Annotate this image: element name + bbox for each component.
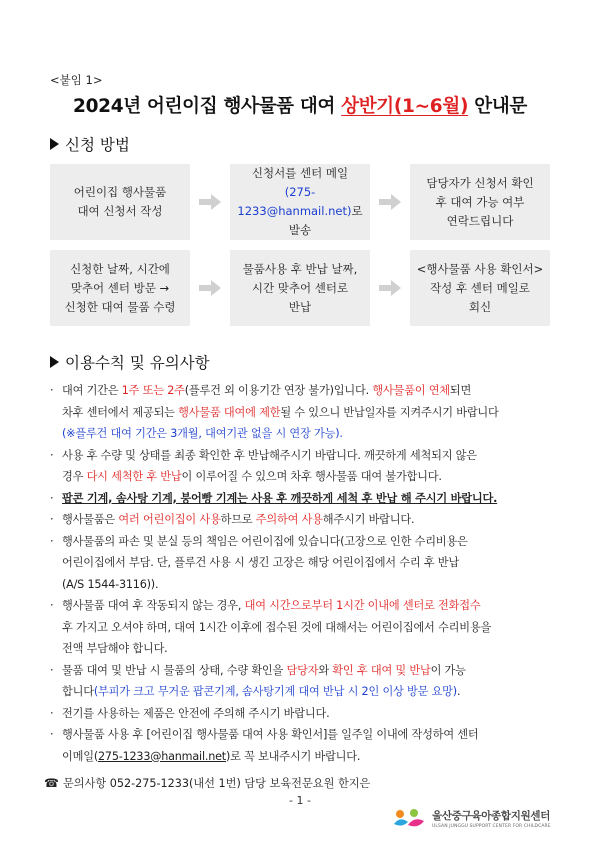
rule-item-7 xyxy=(50,660,560,703)
section-heading-text: 이용수칙 및 유의사항 xyxy=(65,354,210,372)
rule-line xyxy=(62,402,560,424)
rule-line: 전액 부담해야 합니다. xyxy=(62,642,168,655)
center-logo xyxy=(392,806,551,830)
rule-span: 행사물품 대여 후 작동되지 않는 경우, xyxy=(62,599,245,612)
rule-span-red: 1주 또는 2주 xyxy=(121,384,185,397)
section-heading-text: 신청 방법 xyxy=(65,136,130,154)
bullet-dot: · xyxy=(50,534,54,548)
rule-text xyxy=(62,595,560,660)
rule-text xyxy=(62,509,560,531)
triangle-bullet-icon xyxy=(50,138,59,150)
flow-step-line: 반납 xyxy=(288,299,312,314)
rule-text xyxy=(62,445,560,488)
flow-step-line: 어린이집 행사물품 xyxy=(73,185,167,199)
rule-text-emphasis: 팝콘 기계, 솜사탕 기계, 붕어빵 기계는 사용 후 깨끗하게 세척 후 반납 해 주시기 바랍니다. xyxy=(62,491,498,505)
rule-item-8 xyxy=(50,703,560,725)
rule-span-red: 대여 시간으로부터 1시간 이내에 센터로 전화접수 xyxy=(244,599,481,612)
rule-item-5 xyxy=(50,531,560,596)
rule-line xyxy=(62,746,560,768)
rule-span: . xyxy=(456,685,461,698)
logo-text xyxy=(432,808,551,829)
title-highlight: 상반기(1~6월) xyxy=(341,96,469,117)
page-title xyxy=(0,92,600,118)
flow-step-line: 신청한 날짜, 시간에 xyxy=(70,261,170,276)
phone-icon: ☎ xyxy=(44,776,59,790)
flow-step-line: 연락드립니다 xyxy=(446,213,514,228)
bullet-dot: · xyxy=(50,663,54,677)
flow-step-5 xyxy=(230,250,370,326)
flow-step-line: 발송 xyxy=(288,223,312,237)
flow-step-email-line xyxy=(230,183,370,221)
rule-span: 될 수 있으니 반납일자를 지켜주시기 바랍니다 xyxy=(280,405,499,419)
rule-line xyxy=(62,380,560,402)
flow-step-line: 물품사용 후 반납 날짜, xyxy=(242,261,358,276)
flow-step-6 xyxy=(410,250,550,326)
flow-step-line: 신청서를 센터 메일 xyxy=(251,166,349,180)
rule-text xyxy=(62,724,560,767)
center-logo-icon xyxy=(392,806,428,830)
bullet-dot: · xyxy=(50,599,54,612)
rule-line: 후 가지고 오셔야 하며, 대여 1시간 이후에 접수된 것에 대해서는 어린이집에서 수리비용을 xyxy=(62,620,492,634)
rule-text xyxy=(62,531,560,596)
rule-span-red: 확인 후 대여 및 반납 xyxy=(332,663,431,677)
rule-span: )로 꼭 보내주시기 바랍니다. xyxy=(225,749,361,763)
rule-item-4 xyxy=(50,509,560,531)
rule-span: 행사물품은 xyxy=(62,513,119,526)
rule-span-red: 여러 어린이집이 사용 xyxy=(118,513,221,526)
rule-span-red: 담당자 xyxy=(286,663,319,677)
attachment-label: <붙임 1> xyxy=(50,73,103,87)
flow-step-line: 담당자가 신청서 확인 xyxy=(426,175,534,190)
rule-item-3 xyxy=(50,488,560,510)
rule-span: 해주시기 바랍니다. xyxy=(322,513,415,526)
rule-span: 이 가능 xyxy=(430,663,466,677)
rule-span: 이메일( xyxy=(62,749,98,763)
rule-line-blue: (※플루건 대여 기간은 3개월, 대여기관 없을 시 연장 가능). xyxy=(62,427,343,440)
rule-span-blue: (부피가 크고 무거운 팝콘기계, 솜사탕기계 대여 반납 시 2인 이상 방문 요망) xyxy=(93,685,457,698)
bullet-dot: · xyxy=(50,706,54,720)
flow-step-line: <행사물품 사용 확인서> xyxy=(416,261,544,276)
section-heading-rules xyxy=(50,351,210,373)
rule-span: 물품 대여 및 반납 시 물품의 상태, 수량 확인을 xyxy=(62,663,287,677)
flow-step-line: 신청한 대여 물품 수령 xyxy=(64,299,176,314)
page-number: - 1 - xyxy=(289,794,311,807)
rule-text xyxy=(62,380,560,445)
rule-line xyxy=(62,660,560,682)
rule-span: 되면 xyxy=(449,384,472,397)
logo-name-en: ULSAN JUNGGU SUPPORT CENTER FOR CHILDCARE xyxy=(432,823,551,829)
bullet-dot: · xyxy=(50,728,54,741)
title-suffix: 안내문 xyxy=(468,96,527,117)
flow-row-2 xyxy=(50,250,550,326)
rule-span: 하므로 xyxy=(220,513,256,526)
center-email-link-2[interactable]: 275-1233@hanmail.net xyxy=(98,749,226,763)
rule-line: 사용 후 수량 및 상태를 최종 확인한 후 반납해주시기 바랍니다. 깨끗하게 세척되지 않은 xyxy=(62,448,477,462)
center-email-link[interactable]: (275-1233@hanmail.net) xyxy=(237,185,352,218)
flow-step-line: 작성 후 센터 메일로 xyxy=(430,280,530,295)
flow-step-4 xyxy=(50,250,190,326)
arrow-right-icon xyxy=(370,164,410,240)
flow-step-3 xyxy=(410,164,550,240)
flow-step-email-suffix: 로 xyxy=(351,204,363,218)
rule-item-1 xyxy=(50,380,560,445)
bullet-dot: · xyxy=(50,384,54,397)
rule-span: 차후 센터에서 제공되는 xyxy=(62,405,179,419)
rule-span: 합니다 xyxy=(62,685,94,698)
rule-span-red: 주의하여 사용 xyxy=(255,513,323,526)
bullet-dot: · xyxy=(50,513,54,526)
rule-span: (플루건 외 이용기간 연장 불가)입니다. xyxy=(184,384,373,397)
rule-line: 어린이집에서 부담. 단, 플루건 사용 시 생긴 고장은 해당 어린이집에서 수리 후 반납 xyxy=(62,556,460,569)
flow-step-1 xyxy=(50,164,190,240)
rule-line: 행사물품의 파손 및 분실 등의 책임은 어린이집에 있습니다(고장으로 인한 수리비용은 xyxy=(62,534,468,548)
flow-row-1 xyxy=(50,164,550,240)
rule-span: 경우 xyxy=(62,470,87,483)
rule-text: 전기를 사용하는 제품은 안전에 주의해 주시기 바랍니다. xyxy=(62,706,330,720)
rule-line: 행사물품 사용 후 [어린이집 행사물품 대여 사용 확인서]를 일주일 이내에 작성하여 센터 xyxy=(62,728,479,741)
arrow-right-icon xyxy=(370,250,410,326)
rule-line xyxy=(62,595,560,617)
arrow-right-icon xyxy=(190,250,230,326)
rule-span-red: 다시 세척한 후 반납 xyxy=(86,470,182,483)
rule-span: 대여 기간은 xyxy=(62,384,122,397)
title-prefix: 2024년 어린이집 행사물품 대여 xyxy=(73,96,342,117)
flow-step-line: 맞추어 센터 방문 → xyxy=(70,280,170,295)
rule-line xyxy=(62,681,560,703)
rule-line: (A/S 1544-3116)). xyxy=(62,577,159,591)
rules-list xyxy=(50,380,560,767)
bullet-dot: · xyxy=(50,491,54,505)
flow-step-line: 시간 맞추어 센터로 xyxy=(251,280,349,295)
rule-span-red: 행사물품이 연체 xyxy=(372,384,450,397)
rule-text xyxy=(62,660,560,703)
logo-name-ko: 울산중구육아종합지원센터 xyxy=(432,809,551,822)
rule-item-9 xyxy=(50,724,560,767)
section-heading-application xyxy=(50,133,130,155)
contact-text: 문의사항 052-275-1233(내선 1번) 담당 보육전문요원 한지은 xyxy=(62,777,371,790)
triangle-bullet-icon xyxy=(50,356,59,368)
arrow-right-icon xyxy=(190,164,230,240)
rule-item-6 xyxy=(50,595,560,660)
rule-line xyxy=(62,466,560,488)
flow-step-line: 후 대여 가능 여부 xyxy=(435,194,525,209)
flow-step-2 xyxy=(230,164,370,240)
flow-step-line: 회신 xyxy=(468,299,492,314)
rule-span: 와 xyxy=(318,663,333,677)
rule-item-2 xyxy=(50,445,560,488)
rule-span-red: 행사물품 대여에 제한 xyxy=(178,405,281,419)
bullet-dot: · xyxy=(50,448,54,462)
contact-info xyxy=(44,775,370,791)
rule-span: 이 이루어질 수 있으며 차후 행사물품 대여 불가합니다. xyxy=(181,470,442,483)
flow-step-line: 대여 신청서 작성 xyxy=(77,204,163,218)
